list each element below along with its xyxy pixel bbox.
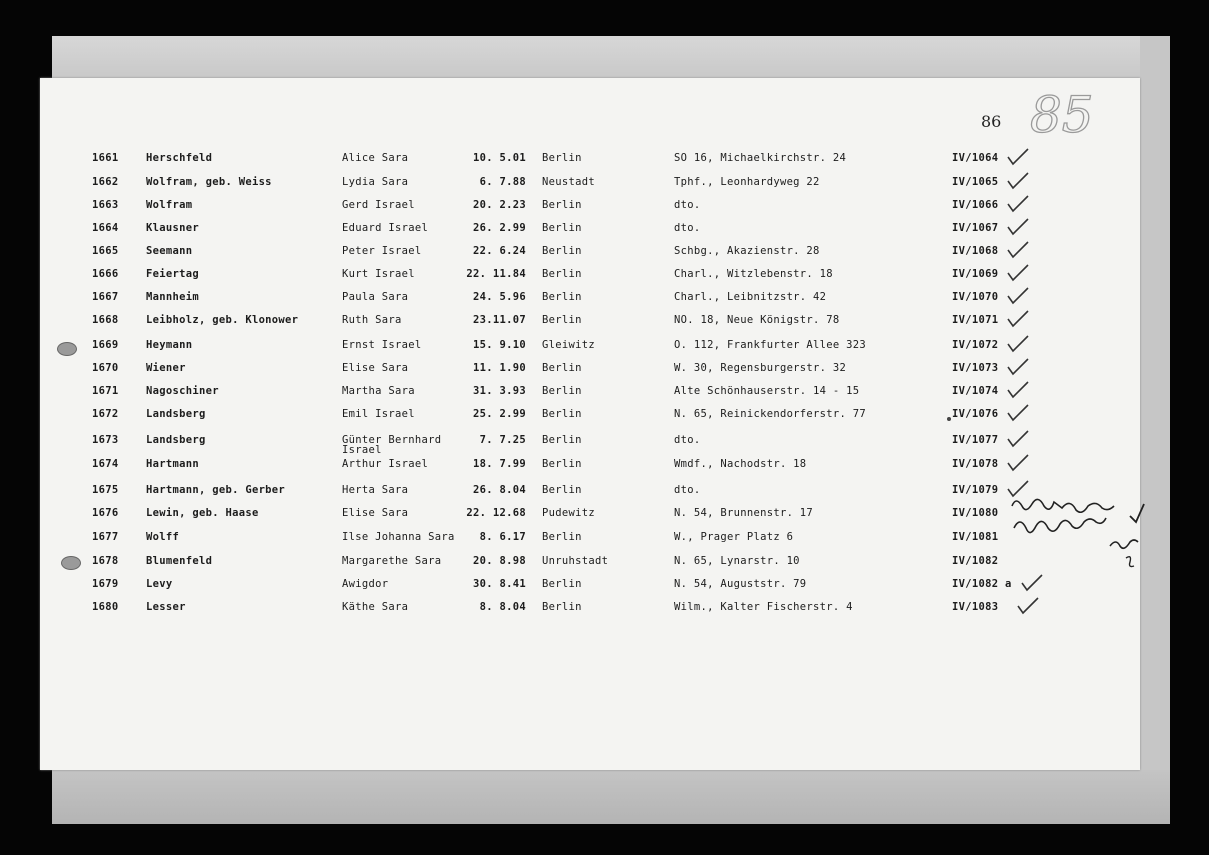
given-name: Ilse Johanna Sara [342, 531, 455, 543]
table-row [0, 458, 1209, 478]
birth-city: Gleiwitz [542, 339, 595, 351]
page-number: 86 [981, 112, 1002, 131]
birth-city: Berlin [542, 222, 582, 234]
birth-city: Berlin [542, 484, 582, 496]
birth-city: Berlin [542, 362, 582, 374]
reference-number: IV/1067 [952, 222, 999, 234]
birth-city: Neustadt [542, 176, 595, 188]
birth-date: 20. 2.23 [473, 199, 526, 211]
row-number: 1666 [92, 268, 119, 280]
birth-city: Berlin [542, 408, 582, 420]
table-row [0, 314, 1209, 334]
surname: Lewin, geb. Haase [146, 507, 259, 519]
row-number: 1676 [92, 507, 119, 519]
row-number: 1679 [92, 578, 119, 590]
birth-city: Berlin [542, 268, 582, 280]
address: dto. [674, 199, 701, 211]
table-row [0, 268, 1209, 288]
address: dto. [674, 222, 701, 234]
birth-date: 26. 8.04 [473, 484, 526, 496]
birth-date: 6. 7.88 [479, 176, 526, 188]
check-mark-icon [1016, 597, 1040, 615]
birth-date: 8. 6.17 [479, 531, 526, 543]
pencil-page-number-text: 85 [1030, 86, 1094, 142]
address: W. 30, Regensburgerstr. 32 [674, 362, 847, 374]
birth-date: 15. 9.10 [473, 339, 526, 351]
given-name: Elise Sara [342, 507, 409, 519]
pencil-mark [946, 416, 952, 422]
given-name: Kurt Israel [342, 268, 415, 280]
table-row [0, 408, 1209, 428]
birth-date: 22. 11.84 [466, 268, 526, 280]
reference-number: IV/1080 [952, 507, 999, 519]
check-mark-icon [1006, 358, 1030, 376]
surname: Landsberg [146, 434, 206, 446]
address: Alte Schönhauserstr. 14 - 15 [674, 385, 860, 397]
address: Wilm., Kalter Fischerstr. 4 [674, 601, 853, 613]
row-number: 1672 [92, 408, 119, 420]
given-name: Martha Sara [342, 385, 415, 397]
reference-number: IV/1065 [952, 176, 999, 188]
surname: Blumenfeld [146, 555, 213, 567]
reference-number: IV/1081 [952, 531, 999, 543]
row-number: 1678 [92, 555, 119, 567]
birth-date: 8. 8.04 [479, 601, 526, 613]
background-strip-top [52, 36, 1170, 80]
given-name: Ruth Sara [342, 314, 402, 326]
table-row [0, 176, 1209, 196]
table-row [0, 152, 1209, 172]
row-number: 1669 [92, 339, 119, 351]
surname: Mannheim [146, 291, 199, 303]
check-mark-icon [1006, 218, 1030, 236]
row-number: 1665 [92, 245, 119, 257]
reference-number: IV/1072 [952, 339, 999, 351]
birth-date: 10. 5.01 [473, 152, 526, 164]
table-row [0, 385, 1209, 405]
table-row [0, 434, 1209, 454]
address: N. 54, Auguststr. 79 [674, 578, 807, 590]
check-mark-icon [1006, 454, 1030, 472]
surname: Lesser [146, 601, 186, 613]
reference-number: IV/1066 [952, 199, 999, 211]
birth-city: Berlin [542, 458, 582, 470]
table-row [0, 578, 1209, 598]
table-row [0, 199, 1209, 219]
birth-date: 26. 2.99 [473, 222, 526, 234]
birth-date: 18. 7.99 [473, 458, 526, 470]
row-number: 1670 [92, 362, 119, 374]
row-number: 1680 [92, 601, 119, 613]
check-mark-icon [1006, 381, 1030, 399]
reference-number: IV/1073 [952, 362, 999, 374]
reference-number: IV/1064 [952, 152, 999, 164]
birth-date: 30. 8.41 [473, 578, 526, 590]
birth-date: 25. 2.99 [473, 408, 526, 420]
check-mark-icon [1006, 404, 1030, 422]
check-mark-icon [1006, 335, 1030, 353]
reference-number: IV/1077 [952, 434, 999, 446]
reference-number: IV/1069 [952, 268, 999, 280]
check-mark-icon [1006, 310, 1030, 328]
table-row [0, 362, 1209, 382]
row-number: 1662 [92, 176, 119, 188]
birth-city: Berlin [542, 601, 582, 613]
given-name: Herta Sara [342, 484, 409, 496]
reference-number: IV/1083 [952, 601, 999, 613]
birth-city: Berlin [542, 531, 582, 543]
surname: Wolfram, geb. Weiss [146, 176, 272, 188]
birth-city: Berlin [542, 245, 582, 257]
row-number: 1677 [92, 531, 119, 543]
birth-city: Berlin [542, 578, 582, 590]
reference-number: IV/1082 a [952, 578, 1012, 590]
birth-date: 7. 7.25 [479, 434, 526, 446]
surname: Hartmann [146, 458, 199, 470]
reference-number: IV/1076 [952, 408, 999, 420]
given-name: Elise Sara [342, 362, 409, 374]
address: dto. [674, 484, 701, 496]
surname: Klausner [146, 222, 199, 234]
given-name: Käthe Sara [342, 601, 409, 613]
surname: Landsberg [146, 408, 206, 420]
address: NO. 18, Neue Königstr. 78 [674, 314, 840, 326]
given-name: Eduard Israel [342, 222, 429, 234]
surname: Wiener [146, 362, 186, 374]
surname: Herschfeld [146, 152, 213, 164]
given-name: Awigdor [342, 578, 389, 590]
surname: Seemann [146, 245, 193, 257]
birth-date: 20. 8.98 [473, 555, 526, 567]
row-number: 1667 [92, 291, 119, 303]
birth-city: Berlin [542, 314, 582, 326]
table-row [0, 339, 1209, 359]
surname: Heymann [146, 339, 193, 351]
handwritten-note [1006, 488, 1146, 572]
table-row [0, 222, 1209, 242]
row-number: 1663 [92, 199, 119, 211]
birth-city: Berlin [542, 434, 582, 446]
row-number: 1664 [92, 222, 119, 234]
row-number: 1673 [92, 434, 119, 446]
reference-number: IV/1071 [952, 314, 999, 326]
table-row [0, 291, 1209, 311]
check-mark-icon [1006, 241, 1030, 259]
reference-number: IV/1079 [952, 484, 999, 496]
given-name: Lydia Sara [342, 176, 409, 188]
birth-date: 11. 1.90 [473, 362, 526, 374]
surname: Feiertag [146, 268, 199, 280]
pencil-page-number [1028, 82, 1118, 142]
address: N. 65, Lynarstr. 10 [674, 555, 800, 567]
address: Charl., Witzlebenstr. 18 [674, 268, 833, 280]
address: Schbg., Akazienstr. 28 [674, 245, 820, 257]
row-number: 1675 [92, 484, 119, 496]
check-mark-icon [1006, 148, 1030, 166]
address: dto. [674, 434, 701, 446]
given-name: Margarethe Sara [342, 555, 442, 567]
row-number: 1671 [92, 385, 119, 397]
address: W., Prager Platz 6 [674, 531, 794, 543]
given-name: Ernst Israel [342, 339, 422, 351]
address: SO 16, Michaelkirchstr. 24 [674, 152, 847, 164]
row-number: 1668 [92, 314, 119, 326]
address: Wmdf., Nachodstr. 18 [674, 458, 807, 470]
birth-date: 24. 5.96 [473, 291, 526, 303]
given-name: Arthur Israel [342, 458, 429, 470]
given-name: Paula Sara [342, 291, 409, 303]
surname: Wolff [146, 531, 180, 543]
birth-date: 22. 6.24 [473, 245, 526, 257]
surname: Nagoschiner [146, 385, 219, 397]
surname: Levy [146, 578, 173, 590]
given-name: Peter Israel [342, 245, 422, 257]
address: Charl., Leibnitzstr. 42 [674, 291, 827, 303]
birth-city: Unruhstadt [542, 555, 609, 567]
birth-date: 23.11.07 [473, 314, 526, 326]
check-mark-icon [1020, 574, 1044, 592]
address: N. 65, Reinickendorferstr. 77 [674, 408, 867, 420]
background-strip-bottom [52, 770, 1170, 824]
row-number: 1661 [92, 152, 119, 164]
check-mark-icon [1006, 287, 1030, 305]
surname: Hartmann, geb. Gerber [146, 484, 286, 496]
birth-city: Pudewitz [542, 507, 595, 519]
birth-date: 22. 12.68 [466, 507, 526, 519]
reference-number: IV/1070 [952, 291, 999, 303]
given-name: Emil Israel [342, 408, 415, 420]
address: N. 54, Brunnenstr. 17 [674, 507, 814, 519]
address: O. 112, Frankfurter Allee 323 [674, 339, 867, 351]
reference-number: IV/1074 [952, 385, 999, 397]
surname: Leibholz, geb. Klonower [146, 314, 299, 326]
given-name: Günter Bernhard [342, 434, 442, 446]
birth-city: Berlin [542, 199, 582, 211]
birth-date: 31. 3.93 [473, 385, 526, 397]
address: Tphf., Leonhardyweg 22 [674, 176, 820, 188]
row-number: 1674 [92, 458, 119, 470]
check-mark-icon [1006, 264, 1030, 282]
given-name: Gerd Israel [342, 199, 415, 211]
table-row [0, 245, 1209, 265]
check-mark-icon [1006, 430, 1030, 448]
surname: Wolfram [146, 199, 193, 211]
given-name-line2: Israel [342, 444, 382, 456]
check-mark-icon [1006, 195, 1030, 213]
check-mark-icon [1006, 172, 1030, 190]
table-row [0, 601, 1209, 621]
birth-city: Berlin [542, 385, 582, 397]
reference-number: IV/1068 [952, 245, 999, 257]
reference-number: IV/1078 [952, 458, 999, 470]
birth-city: Berlin [542, 291, 582, 303]
reference-number: IV/1082 [952, 555, 999, 567]
birth-city: Berlin [542, 152, 582, 164]
given-name: Alice Sara [342, 152, 409, 164]
